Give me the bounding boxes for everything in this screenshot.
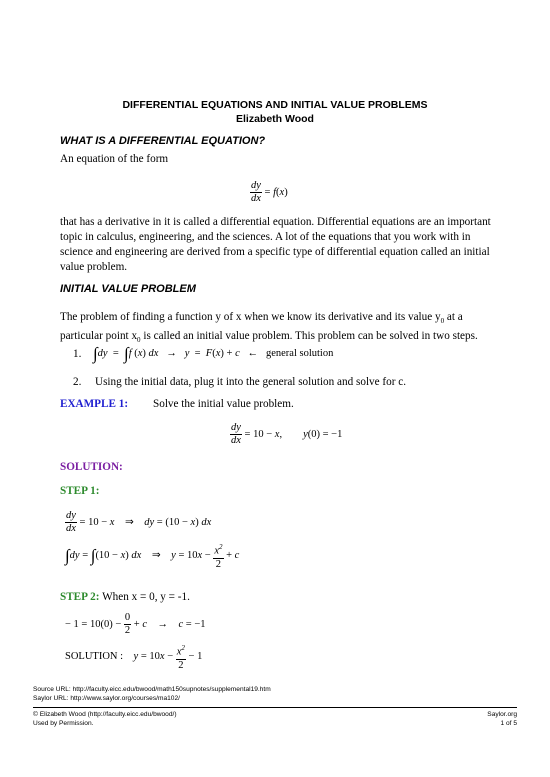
brand: Saylor.org xyxy=(487,711,517,718)
solution-label: SOLUTION: xyxy=(60,461,123,473)
step-1-number: 1. xyxy=(73,348,82,360)
final-solution: SOLUTION : y = 10x − $\frac{x^2}{2}$ − 1 xyxy=(65,644,203,671)
example-equation: $\frac{dy}{dx}$ = 10 − x, y(0) = −1 xyxy=(231,422,343,446)
section-heading-differential-equation: WHAT IS A DIFFERENTIAL EQUATION? xyxy=(60,135,266,147)
page-number: 1 of 5 xyxy=(500,720,517,727)
example-label: EXAMPLE 1: xyxy=(60,398,129,410)
step-1-equation-b: ∫dy = ∫(10 − x) dx ⇒ y = 10x − $\frac{x^2}{2}$ + c xyxy=(65,543,240,570)
definition-paragraph: that has a derivative in it is called a differential equation. Differential equations are an important topic in calculus, engineering, and the sciences. A lot of the equations that you work with in science and engineering are derived from a specific type of differential equation called an initial value problem. xyxy=(60,216,491,273)
step-1-formula: ∫dy = ∫f (x) dx → y = F(x) + c ← general solution xyxy=(93,344,334,363)
footer-divider xyxy=(33,707,517,708)
section-heading-initial-value-problem: INITIAL VALUE PROBLEM xyxy=(60,283,196,295)
equation-dy-dx-fx: $\frac{dy}{dx}$ = f(x) xyxy=(251,180,288,204)
step-2-text: Using the initial data, plug it into the general solution and solve for c. xyxy=(95,376,407,388)
document-title: DIFFERENTIAL EQUATIONS AND INITIAL VALUE PROBLEMS xyxy=(122,99,428,111)
step-2-number: 2. xyxy=(73,376,82,388)
step-2-equation: − 1 = 10(0) − $\frac{0}{2}$ + c → c = −1 xyxy=(65,612,206,636)
saylor-url: Saylor URL: http://www.saylor.org/courses/ma102/ xyxy=(33,695,180,702)
document-author: Elizabeth Wood xyxy=(236,113,314,125)
ivp-paragraph: The problem of finding a function y of x when we know its derivative and its value $y_0$ at a particular point $x_0$ is called an initial value problem. This problem can be solved in two steps. xyxy=(60,311,478,345)
copyright: © Elizabeth Wood (http://faculty.eicc.edu/bwood/) xyxy=(33,711,177,718)
source-url: Source URL: http://faculty.eicc.edu/bwood/math150supnotes/supplemental19.htm xyxy=(33,686,271,693)
example-text: Solve the initial value problem. xyxy=(153,398,294,410)
step-1-label: STEP 1: xyxy=(60,485,100,497)
step-1-equation-a: $\frac{dy}{dx}$ = 10 − x ⇒ dy = (10 − x) dx xyxy=(66,510,212,534)
intro-text: An equation of the form xyxy=(60,153,169,165)
permission: Used by Permission. xyxy=(33,720,94,727)
step-2-line: STEP 2: When x = 0, y = -1. xyxy=(60,591,190,603)
